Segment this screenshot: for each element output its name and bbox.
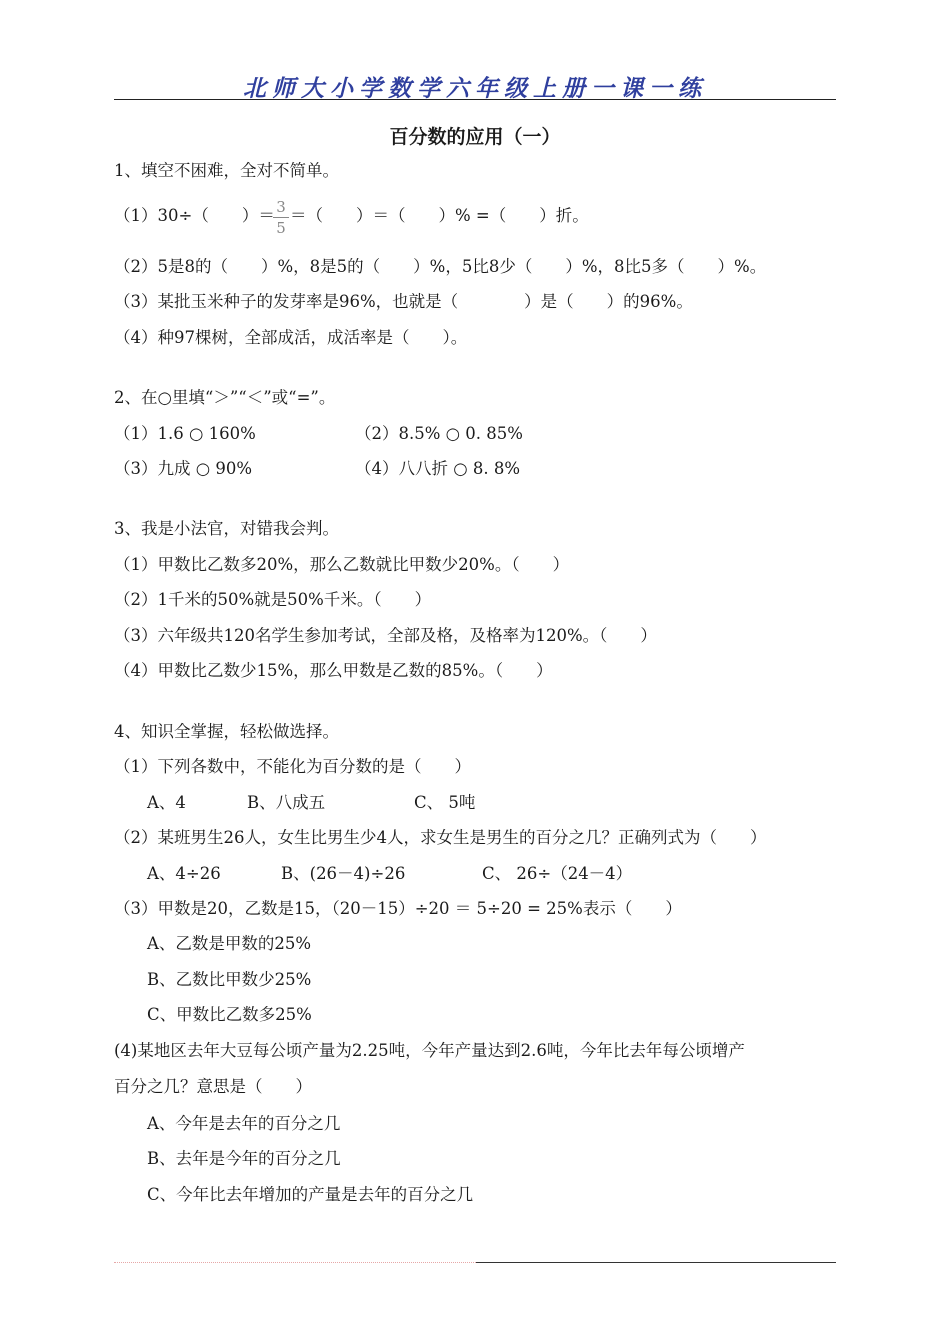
fraction-numerator: 3 <box>276 198 286 216</box>
q2-item4: （4）八八折 ○ 8. 8% <box>355 459 521 478</box>
q4-s3-option-a: A、乙数是甲数的25% <box>147 934 312 953</box>
q4-s3: （3）甲数是20，乙数是15，（20－15）÷20 ＝ 5÷20 = 25%表示（ ） <box>114 899 682 918</box>
q3-item1: （1）甲数比乙数多20%，那么乙数就比甲数少20%。（ ） <box>114 555 570 574</box>
fraction-bar <box>273 217 289 218</box>
footer-solid-rule <box>476 1262 836 1263</box>
q4-heading: 4、知识全掌握，轻松做选择。 <box>114 722 339 741</box>
q2-item3: （3）九成 ○ 90% <box>114 459 253 478</box>
q2-heading: 2、在○里填“＞”“＜”或“=”。 <box>114 388 336 407</box>
q4-s1-option-a: A、4 <box>147 793 186 812</box>
q1-item3: （3）某批玉米种子的发芽率是96%，也就是（ ）是（ ）的96%。 <box>114 292 693 311</box>
q3-heading: 3、我是小法官，对错我会判。 <box>114 519 339 538</box>
q3-item4: （4）甲数比乙数少15%，那么甲数是乙数的85%。（ ） <box>114 661 553 680</box>
q1-item2: （2）5是8的（ ）%，8是5的（ ）%，5比8少（ ）%，8比5多（ ）%。 <box>114 257 767 276</box>
q1-fraction <box>273 198 289 237</box>
q2-item1: （1）1.6 ○ 160% <box>114 424 256 443</box>
q3-item2: （2）1千米的50%就是50%千米。（ ） <box>114 590 432 609</box>
header-banner: 北师大小学数学六年级上册一课一练 <box>243 76 707 102</box>
q4-s3-option-b: B、乙数比甲数少25% <box>147 970 312 989</box>
q3-item3: （3）六年级共120名学生参加考试，全部及格，及格率为120%。（ ） <box>114 626 657 645</box>
footer-dotted-rule <box>114 1262 476 1263</box>
header-rule <box>114 99 836 100</box>
q2-item2: （2）8.5% ○ 0. 85% <box>355 424 523 443</box>
q4-s2: （2）某班男生26人，女生比男生少4人，求女生是男生的百分之几？正确列式为（ ） <box>114 828 767 847</box>
page-title: 百分数的应用（一） <box>389 126 561 148</box>
q1-item1-post: ＝（ ）＝（ ）% =（ ）折。 <box>290 206 589 225</box>
q4-s4-line1: (4)某地区去年大豆每公顷产量为2.25吨，今年产量达到2.6吨，今年比去年每公顷增产 <box>114 1041 745 1060</box>
q4-s2-option-c: C、 26÷（24－4） <box>482 864 633 883</box>
q1-item1-pre: （1）30÷（ ）＝ <box>114 206 275 225</box>
q4-s4-option-c: C、今年比去年增加的产量是去年的百分之几 <box>147 1185 474 1204</box>
q4-s1-option-c: C、 5吨 <box>414 793 476 812</box>
q1-heading: 1、填空不困难，全对不简单。 <box>114 161 339 180</box>
q1-item4: （4）种97棵树，全部成活，成活率是（ ）。 <box>114 328 468 347</box>
q4-s3-option-c: C、甲数比乙数多25% <box>147 1005 312 1024</box>
q4-s2-option-a: A、4÷26 <box>147 864 221 883</box>
q4-s4-line2: 百分之几？意思是（ ） <box>114 1077 312 1096</box>
q4-s1-option-b: B、八成五 <box>247 793 326 812</box>
q4-s2-option-b: B、(26－4)÷26 <box>281 864 406 883</box>
q4-s1: （1）下列各数中，不能化为百分数的是（ ） <box>114 757 471 776</box>
q4-s4-option-a: A、今年是去年的百分之几 <box>147 1114 341 1133</box>
fraction-denominator: 5 <box>276 219 286 237</box>
q4-s4-option-b: B、去年是今年的百分之几 <box>147 1149 341 1168</box>
